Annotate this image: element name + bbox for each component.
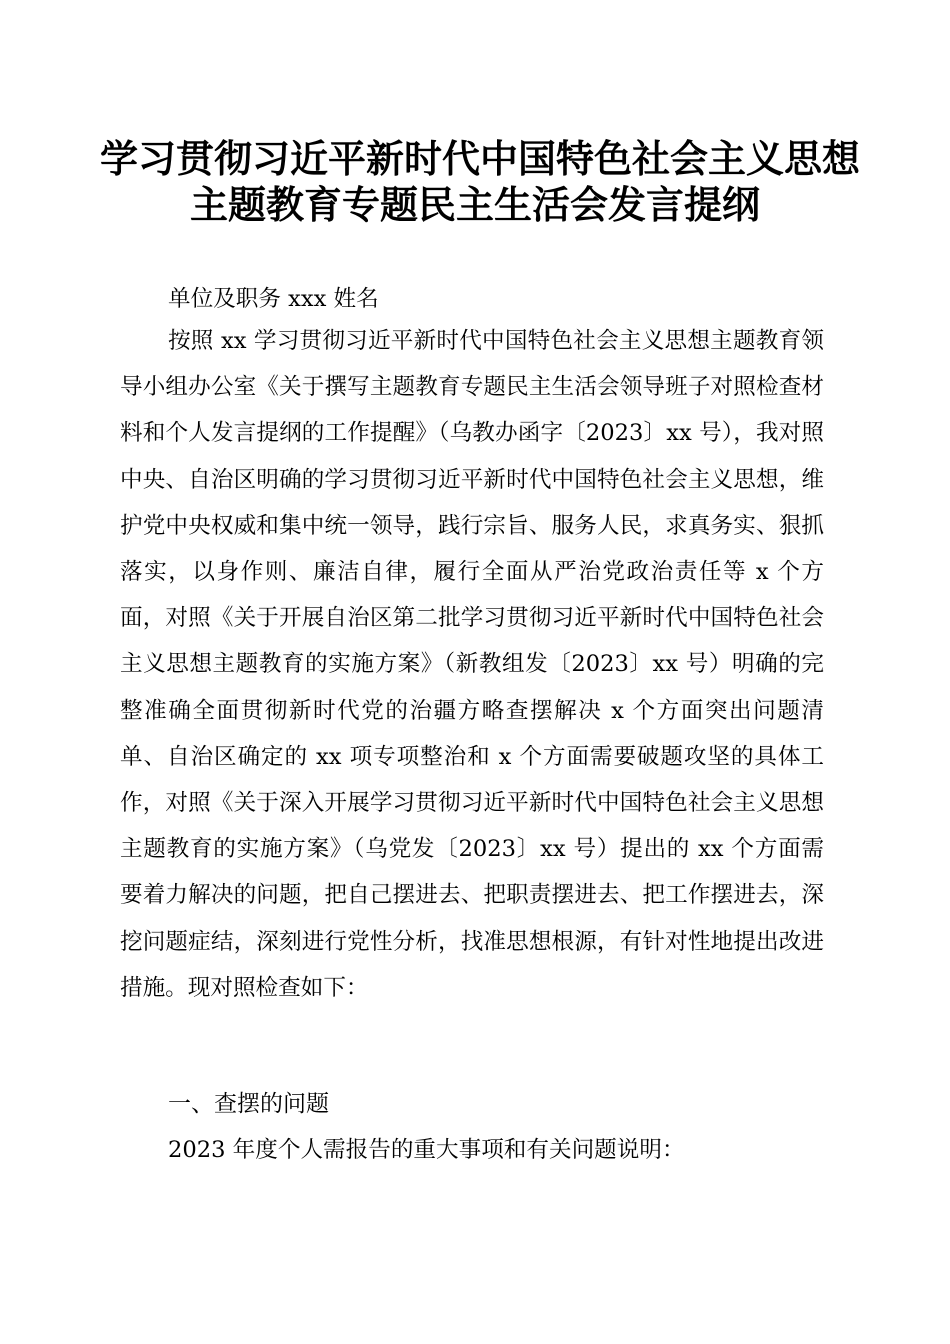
intro-paragraph: 按照 xx 学习贯彻习近平新时代中国特色社会主义思想主题教育领导小组办公室《关于撰写主题教育专题民主生活会领导班子对照检查材料和个人发言提纲的工作提醒》（乌教办函字〔2023〕xx 号），我对照中央、自治区明确的学习贯彻习近平新时代中国特色社会主义思想，维护党中央权威和集中统一领导，践行宗旨、服务人民，求真务实、狠抓落实，以身作则、廉洁自律，履行全面从严治党政治责任等 x 个方面，对照《关于开展自治区第二批学习贯彻习近平新时代中国特色社会主义思想主题教育的实施方案》（新教组发〔2023〕xx 号）明确的完整准确全面贯彻新时代党的治疆方略查摆解决 x 个方面突出问题清单、自治区确定的 xx 项专项整治和 x 个方面需要破题攻坚的具体工作，对照《关于深入开展学习贯彻习近平新时代中国特色社会主义思想主题教育的实施方案》（乌党发〔2023〕xx 号）提出的 xx 个方面需要着力解决的问题，把自己摆进去、把职责摆进去、把工作摆进去，深挖问题症结，深刻进行党性分析，找准思想根源，有针对性地提出改进措施。现对照检查如下： <box>120 328 824 1001</box>
unit-and-name-line: 单位及职务 xxx 姓名 <box>168 286 379 312</box>
section-note-major-matters: 2023 年度个人需报告的重大事项和有关问题说明： <box>168 1137 685 1163</box>
document-title-line-1: 学习贯彻习近平新时代中国特色社会主义思想 <box>100 136 861 181</box>
section-heading-issues: 一、查摆的问题 <box>168 1091 329 1117</box>
document-title-line-2: 主题教育专题民主生活会发言提纲 <box>189 182 760 227</box>
